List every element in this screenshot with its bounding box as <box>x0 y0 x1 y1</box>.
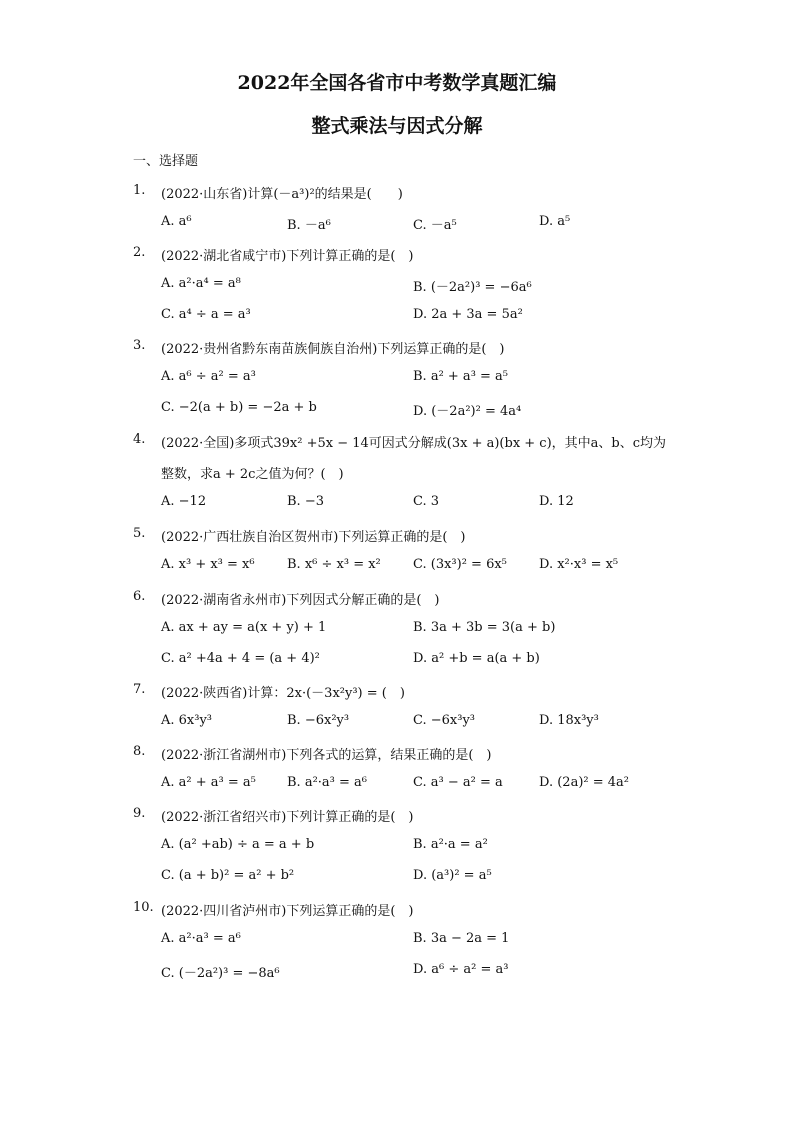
answer-option-d[interactable]: D. 18x³y³ <box>539 713 599 728</box>
answer-option-a[interactable]: A. a²·a³ = a⁶ <box>161 931 241 946</box>
answer-option-d[interactable]: D. (2a)² = 4a² <box>539 775 629 790</box>
question-number: 3. <box>133 338 146 353</box>
answer-option-d[interactable]: D. 2a + 3a = 5a² <box>413 307 523 322</box>
question-number: 5. <box>133 526 146 541</box>
question-stem: (2022·四川省泸州市)下列运算正确的是( ) <box>161 904 414 919</box>
answer-option-b[interactable]: B. −6x²y³ <box>287 713 350 728</box>
answer-option-d[interactable]: D. 12 <box>539 494 574 509</box>
question-number: 4. <box>133 432 146 447</box>
answer-option-b[interactable]: B. (－2a²)³ = −6a⁶ <box>413 280 532 295</box>
question-stem: (2022·浙江省湖州市)下列各式的运算，结果正确的是( ) <box>161 748 492 763</box>
answer-option-c[interactable]: C. a⁴ ÷ a = a³ <box>161 307 251 322</box>
answer-option-c[interactable]: C. (－2a²)³ = −8a⁶ <box>161 966 280 981</box>
question-number: 2. <box>133 245 146 260</box>
answer-option-b[interactable]: B. －a⁶ <box>287 218 331 233</box>
answer-option-c[interactable]: C. (3x³)² = 6x⁵ <box>413 557 507 572</box>
question-number: 10. <box>133 900 154 915</box>
answer-option-a[interactable]: A. a⁶ ÷ a² = a³ <box>161 369 256 384</box>
answer-option-d[interactable]: D. x²·x³ = x⁵ <box>539 557 619 572</box>
answer-option-c[interactable]: C. −6x³y³ <box>413 713 476 728</box>
answer-option-a[interactable]: A. a² + a³ = a⁵ <box>161 775 256 790</box>
answer-option-b[interactable]: B. a²·a = a² <box>413 837 488 852</box>
question-stem: (2022·浙江省绍兴市)下列计算正确的是( ) <box>161 810 414 825</box>
answer-option-c[interactable]: C. a² +4a + 4 = (a + 4)² <box>161 651 320 666</box>
question-number: 7. <box>133 682 146 697</box>
answer-option-a[interactable]: A. a²·a⁴ = a⁸ <box>161 276 241 291</box>
answer-option-a[interactable]: A. (a² +ab) ÷ a = a + b <box>161 837 315 852</box>
answer-option-d[interactable]: D. (a³)² = a⁵ <box>413 868 492 883</box>
answer-option-a[interactable]: A. 6x³y³ <box>161 713 213 728</box>
document-subtitle: 整式乘法与因式分解 <box>311 115 483 137</box>
question-stem: (2022·贵州省黔东南苗族侗族自治州)下列运算正确的是( ) <box>161 342 505 357</box>
answer-option-d[interactable]: D. a⁶ ÷ a² = a³ <box>413 962 509 977</box>
answer-option-a[interactable]: A. ax + ay = a(x + y) + 1 <box>161 620 327 635</box>
answer-option-d[interactable]: D. a² +b = a(a + b) <box>413 651 540 666</box>
question-stem: (2022·广西壮族自治区贺州市)下列运算正确的是( ) <box>161 530 466 545</box>
question-stem: (2022·全国)多项式39x² +5x − 14可因式分解成(3x + a)(bx + c)，其中a、b、c均为 <box>161 436 667 451</box>
answer-option-c[interactable]: C. −2(a + b) = −2a + b <box>161 400 317 415</box>
answer-option-a[interactable]: A. −12 <box>161 494 207 509</box>
answer-option-d[interactable]: D. a⁵ <box>539 214 571 229</box>
question-stem: (2022·陕西省)计算：2x·(－3x²y³) = ( ) <box>161 686 405 701</box>
answer-option-c[interactable]: C. a³ − a² = a <box>413 775 503 790</box>
question-stem: (2022·湖北省咸宁市)下列计算正确的是( ) <box>161 249 414 264</box>
question-number: 9. <box>133 806 146 821</box>
question-stem: (2022·湖南省永州市)下列因式分解正确的是( ) <box>161 593 440 608</box>
answer-option-a[interactable]: A. a⁶ <box>161 214 192 229</box>
document-title: 2022年全国各省市中考数学真题汇编 <box>237 72 557 94</box>
answer-option-b[interactable]: B. 3a − 2a = 1 <box>413 931 510 946</box>
question-number: 6. <box>133 589 146 604</box>
question-stem: (2022·山东省)计算(－a³)²的结果是( ) <box>161 187 403 202</box>
answer-option-a[interactable]: A. x³ + x³ = x⁶ <box>161 557 255 572</box>
answer-option-b[interactable]: B. x⁶ ÷ x³ = x² <box>287 557 381 572</box>
answer-option-c[interactable]: C. 3 <box>413 494 440 509</box>
answer-option-c[interactable]: C. －a⁵ <box>413 218 457 233</box>
question-stem-continued: 整数，求a + 2c之值为何？( ) <box>161 467 344 482</box>
question-number: 8. <box>133 744 146 759</box>
answer-option-b[interactable]: B. 3a + 3b = 3(a + b) <box>413 620 556 635</box>
answer-option-b[interactable]: B. a² + a³ = a⁵ <box>413 369 509 384</box>
answer-option-d[interactable]: D. (－2a²)² = 4a⁴ <box>413 404 522 419</box>
question-number: 1. <box>133 183 146 198</box>
section-heading: 一、选择题 <box>133 154 199 169</box>
answer-option-b[interactable]: B. a²·a³ = a⁶ <box>287 775 367 790</box>
answer-option-b[interactable]: B. −3 <box>287 494 324 509</box>
answer-option-c[interactable]: C. (a + b)² = a² + b² <box>161 868 295 883</box>
